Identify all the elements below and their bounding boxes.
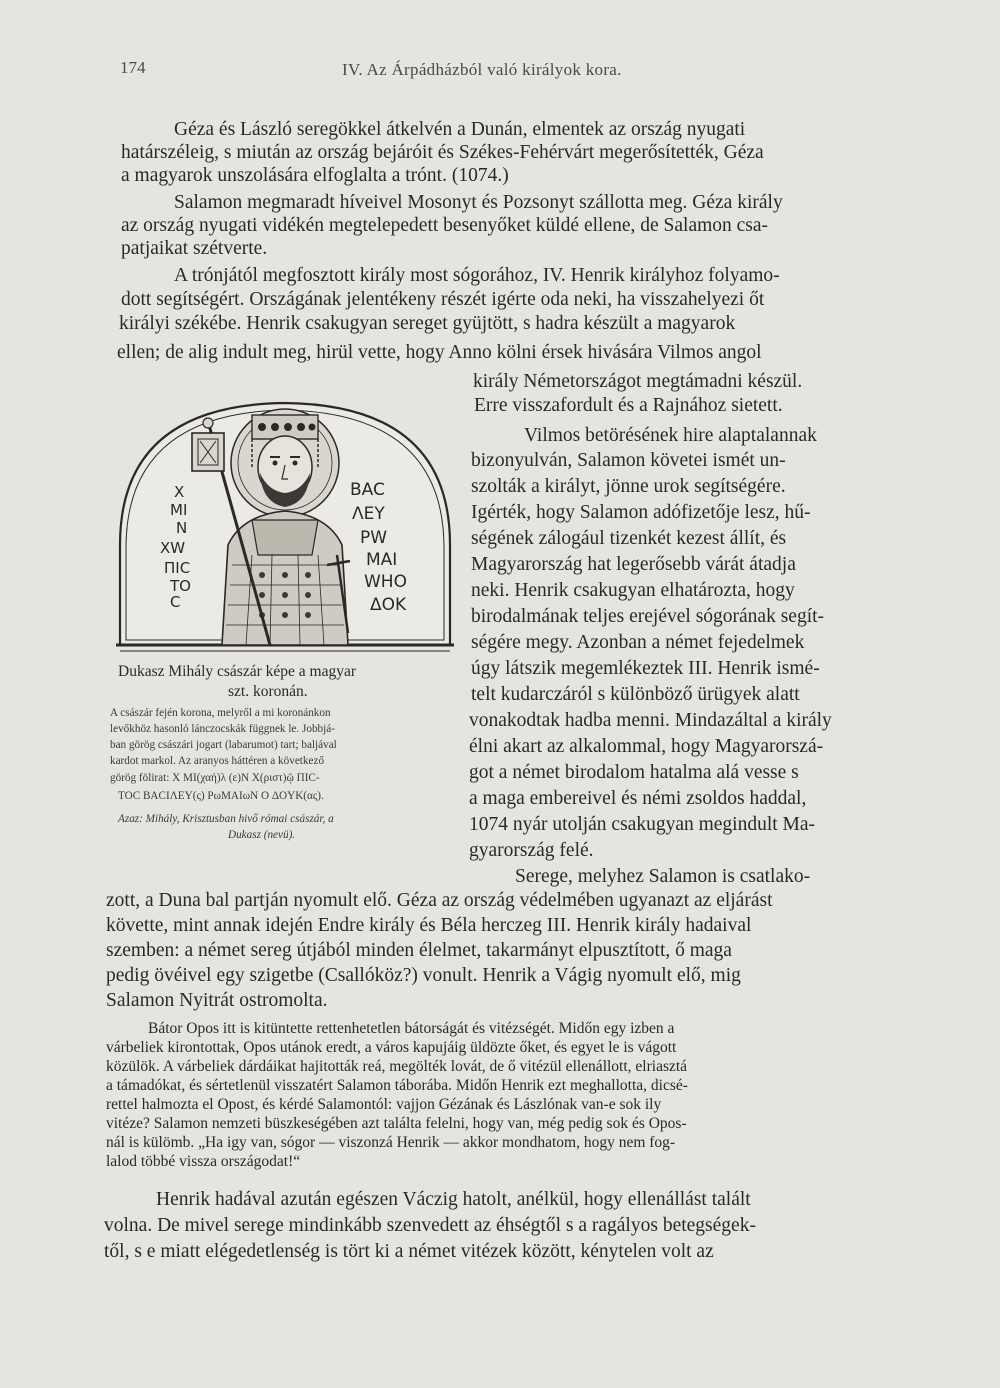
inscription-right: ΔOK	[370, 595, 407, 615]
text-line: határszéleig, s miután az ország bejáróit és Székes-Fehérvárt megerősítették, Géza	[121, 142, 764, 163]
text-line: ellen; de alig indult meg, hirül vette, hogy Anno kölni érsek hivására Vilmos angol	[117, 342, 762, 363]
text-line: szemben: a német sereg útjából minden élelmet, takarmányt elpusztított, ő maga	[106, 940, 732, 961]
small-print-line: vitéze? Salamon nemzeti büszkeségében azt találta felelni, hogy van, még pedig sok és Opos-	[106, 1115, 687, 1132]
text-line: élni akart az alkalommal, hogy Magyarorszá-	[469, 736, 824, 757]
text-line: királyi székébe. Henrik csakugyan sereget gyüjtött, s hadra készült a magyarok	[119, 313, 736, 334]
text-line: neki. Henrik csakugyan elhatározta, hogy	[471, 580, 795, 601]
figure-note: görög fölirat: X MI(χαή)λ (ε)N X(ριστ)ῷ ΠΙC-	[110, 772, 320, 784]
inscription-right: MAI	[366, 550, 398, 570]
text-line: követte, mint annak idején Endre király és Béla herczeg III. Henrik király hadaival	[106, 915, 752, 936]
small-print-line: a támadókat, és sértetlenül visszatért Salamon táborába. Midőn Henrik ezt meghallotta, dicsé-	[106, 1077, 688, 1094]
text-line: 1074 nyár utolján csakugyan megindult Ma-	[469, 814, 816, 835]
text-line: vonakodtak hadba menni. Mindazáltal a király	[469, 710, 832, 731]
page-number: 174	[120, 58, 146, 77]
text-line: től, s e miatt elégedetlenség is tört ki a német vitézek között, kénytelen volt az	[104, 1241, 714, 1262]
inscription-left: X	[174, 483, 185, 501]
small-print-line: várbeliek kirontottak, Opos utánok eredt, a város kapujáig üldözte őket, és egyet le is vágott	[106, 1039, 677, 1056]
inscription-right: BAC	[350, 480, 385, 500]
text-line: telt kudarczáról s különböző ürügyek alatt	[471, 684, 800, 705]
emperor-portrait-image	[112, 395, 458, 655]
text-line: birodalmának teljes erejével sógorának segít-	[471, 606, 825, 627]
text-line: Henrik hadával azután egészen Váczig hatolt, anélkül, hogy ellenállást talált	[156, 1189, 751, 1210]
small-print-line: lalod többé vissza országodat!“	[106, 1153, 301, 1170]
text-line: a maga embereivel és némi zsoldos haddal,	[469, 788, 807, 809]
text-line: zott, a Duna bal partján nyomult elő. Géza az ország védelmében ugyanazt az eljárást	[106, 890, 773, 911]
text-line: Salamon Nyitrát ostromolta.	[106, 990, 328, 1011]
text-line: Igérték, hogy Salamon adófizetője lesz, hű-	[471, 502, 811, 523]
text-line: pedig övéivel egy szigetbe (Csallóköz?) vonult. Henrik a Vágig nyomult elő, mig	[106, 965, 741, 986]
figure-caption: szt. koronán.	[228, 683, 308, 700]
text-line: az ország nyugati vidékén megtelepedett besenyőket küldé ellene, de Salamon csa-	[121, 215, 769, 236]
inscription-left: N	[176, 519, 188, 537]
text-line: Salamon megmaradt híveivel Mosonyt és Pozsonyt szállotta meg. Géza király	[174, 192, 783, 213]
inscription-right: ΛEY	[352, 504, 385, 524]
figure-note: kardot markol. Az aranyos háttéren a következő	[110, 755, 325, 767]
text-line: Géza és László seregökkel átkelvén a Dunán, elmentek az ország nyugati	[174, 119, 746, 140]
small-print-line: nál is külömb. „Ha igy van, sógor — viszonzá Henrik — akkor mondhatom, hogy nem fog-	[106, 1134, 676, 1151]
text-line: úgy látszik megemlékeztek III. Henrik ismé-	[471, 658, 820, 679]
inscription-left: TO	[170, 577, 191, 595]
figure-note: levőkhöz hasonló lánczocskák függnek le. Jobbjá-	[110, 723, 335, 735]
running-title: IV. Az Árpádházból való királyok kora.	[342, 60, 622, 79]
inscription-left: XW	[160, 539, 186, 557]
small-print-line: Bátor Opos itt is kitüntette rettenhetetlen bátorságát és vitézségét. Midőn egy izben a	[148, 1020, 675, 1037]
text-line: a magyarok unszolására elfoglalta a trónt. (1074.)	[121, 165, 509, 186]
inscription-left: C	[170, 593, 181, 611]
text-line: bizonyulván, Salamon követei ismét un-	[471, 450, 786, 471]
text-line: got a német birodalom hatalma alá vesse s	[469, 762, 799, 783]
inscription-right: PW	[360, 528, 388, 548]
text-line: Serege, melyhez Salamon is csatlako-	[515, 866, 811, 887]
text-line: dott segítségért. Országának jelentékeny részét igérte oda neki, ha visszahelyezi őt	[121, 289, 765, 310]
figure-note: Dukasz (nevü).	[228, 829, 296, 841]
text-line: volna. De mivel serege mindinkább szenvedett az éhségtől s a ragályos betegségek-	[104, 1215, 756, 1236]
text-line: ségére megy. Azonban a német fejedelmek	[471, 632, 805, 653]
text-line: A trónjától megfosztott király most sógorához, IV. Henrik királyhoz folyamo-	[174, 265, 780, 286]
text-line: szolták a királyt, jönne urok segítségére.	[471, 476, 786, 497]
text-line: Vilmos betörésének hire alaptalannak	[524, 425, 817, 446]
text-line: ségének zálogául tizenkét kezest állít, és	[471, 528, 787, 549]
small-print-line: rettel halmozta el Opost, és kérdé Salamontól: vajjon Gézának és Lászlónak van-e sok ily	[106, 1096, 662, 1113]
inscription-left: MI	[170, 501, 188, 519]
figure-note: A császár fején korona, melyről a mi koronánkon	[110, 707, 331, 719]
figure-note: ban görög császári jogart (labarumot) tart; baljával	[110, 739, 337, 751]
text-line: gyarország felé.	[469, 840, 594, 861]
figure-note: Azaz: Mihály, Krisztusban hivő római császár, a	[118, 813, 334, 825]
inscription-left: ΠΙC	[164, 559, 191, 577]
figure-caption: Dukasz Mihály császár képe a magyar	[118, 663, 356, 680]
crown-enamel-figure	[112, 395, 458, 655]
text-line: király Németországot megtámadni készül.	[473, 371, 803, 392]
inscription-right: WHO	[364, 572, 407, 592]
text-line: Magyarország hat legerősebb várát átadja	[471, 554, 796, 575]
small-print-line: közülök. A várbeliek dárdáikat hajitották reá, megölték lovát, de ő vitézül ellenállott, elriasztá	[106, 1058, 688, 1075]
figure-note: TOC BACIΛΕΥ(ς) PωMAIωN O ΔOYK(ας).	[118, 790, 324, 802]
text-line: Erre visszafordult és a Rajnához sietett.	[474, 395, 783, 416]
text-line: patjaikat szétverte.	[121, 238, 268, 259]
